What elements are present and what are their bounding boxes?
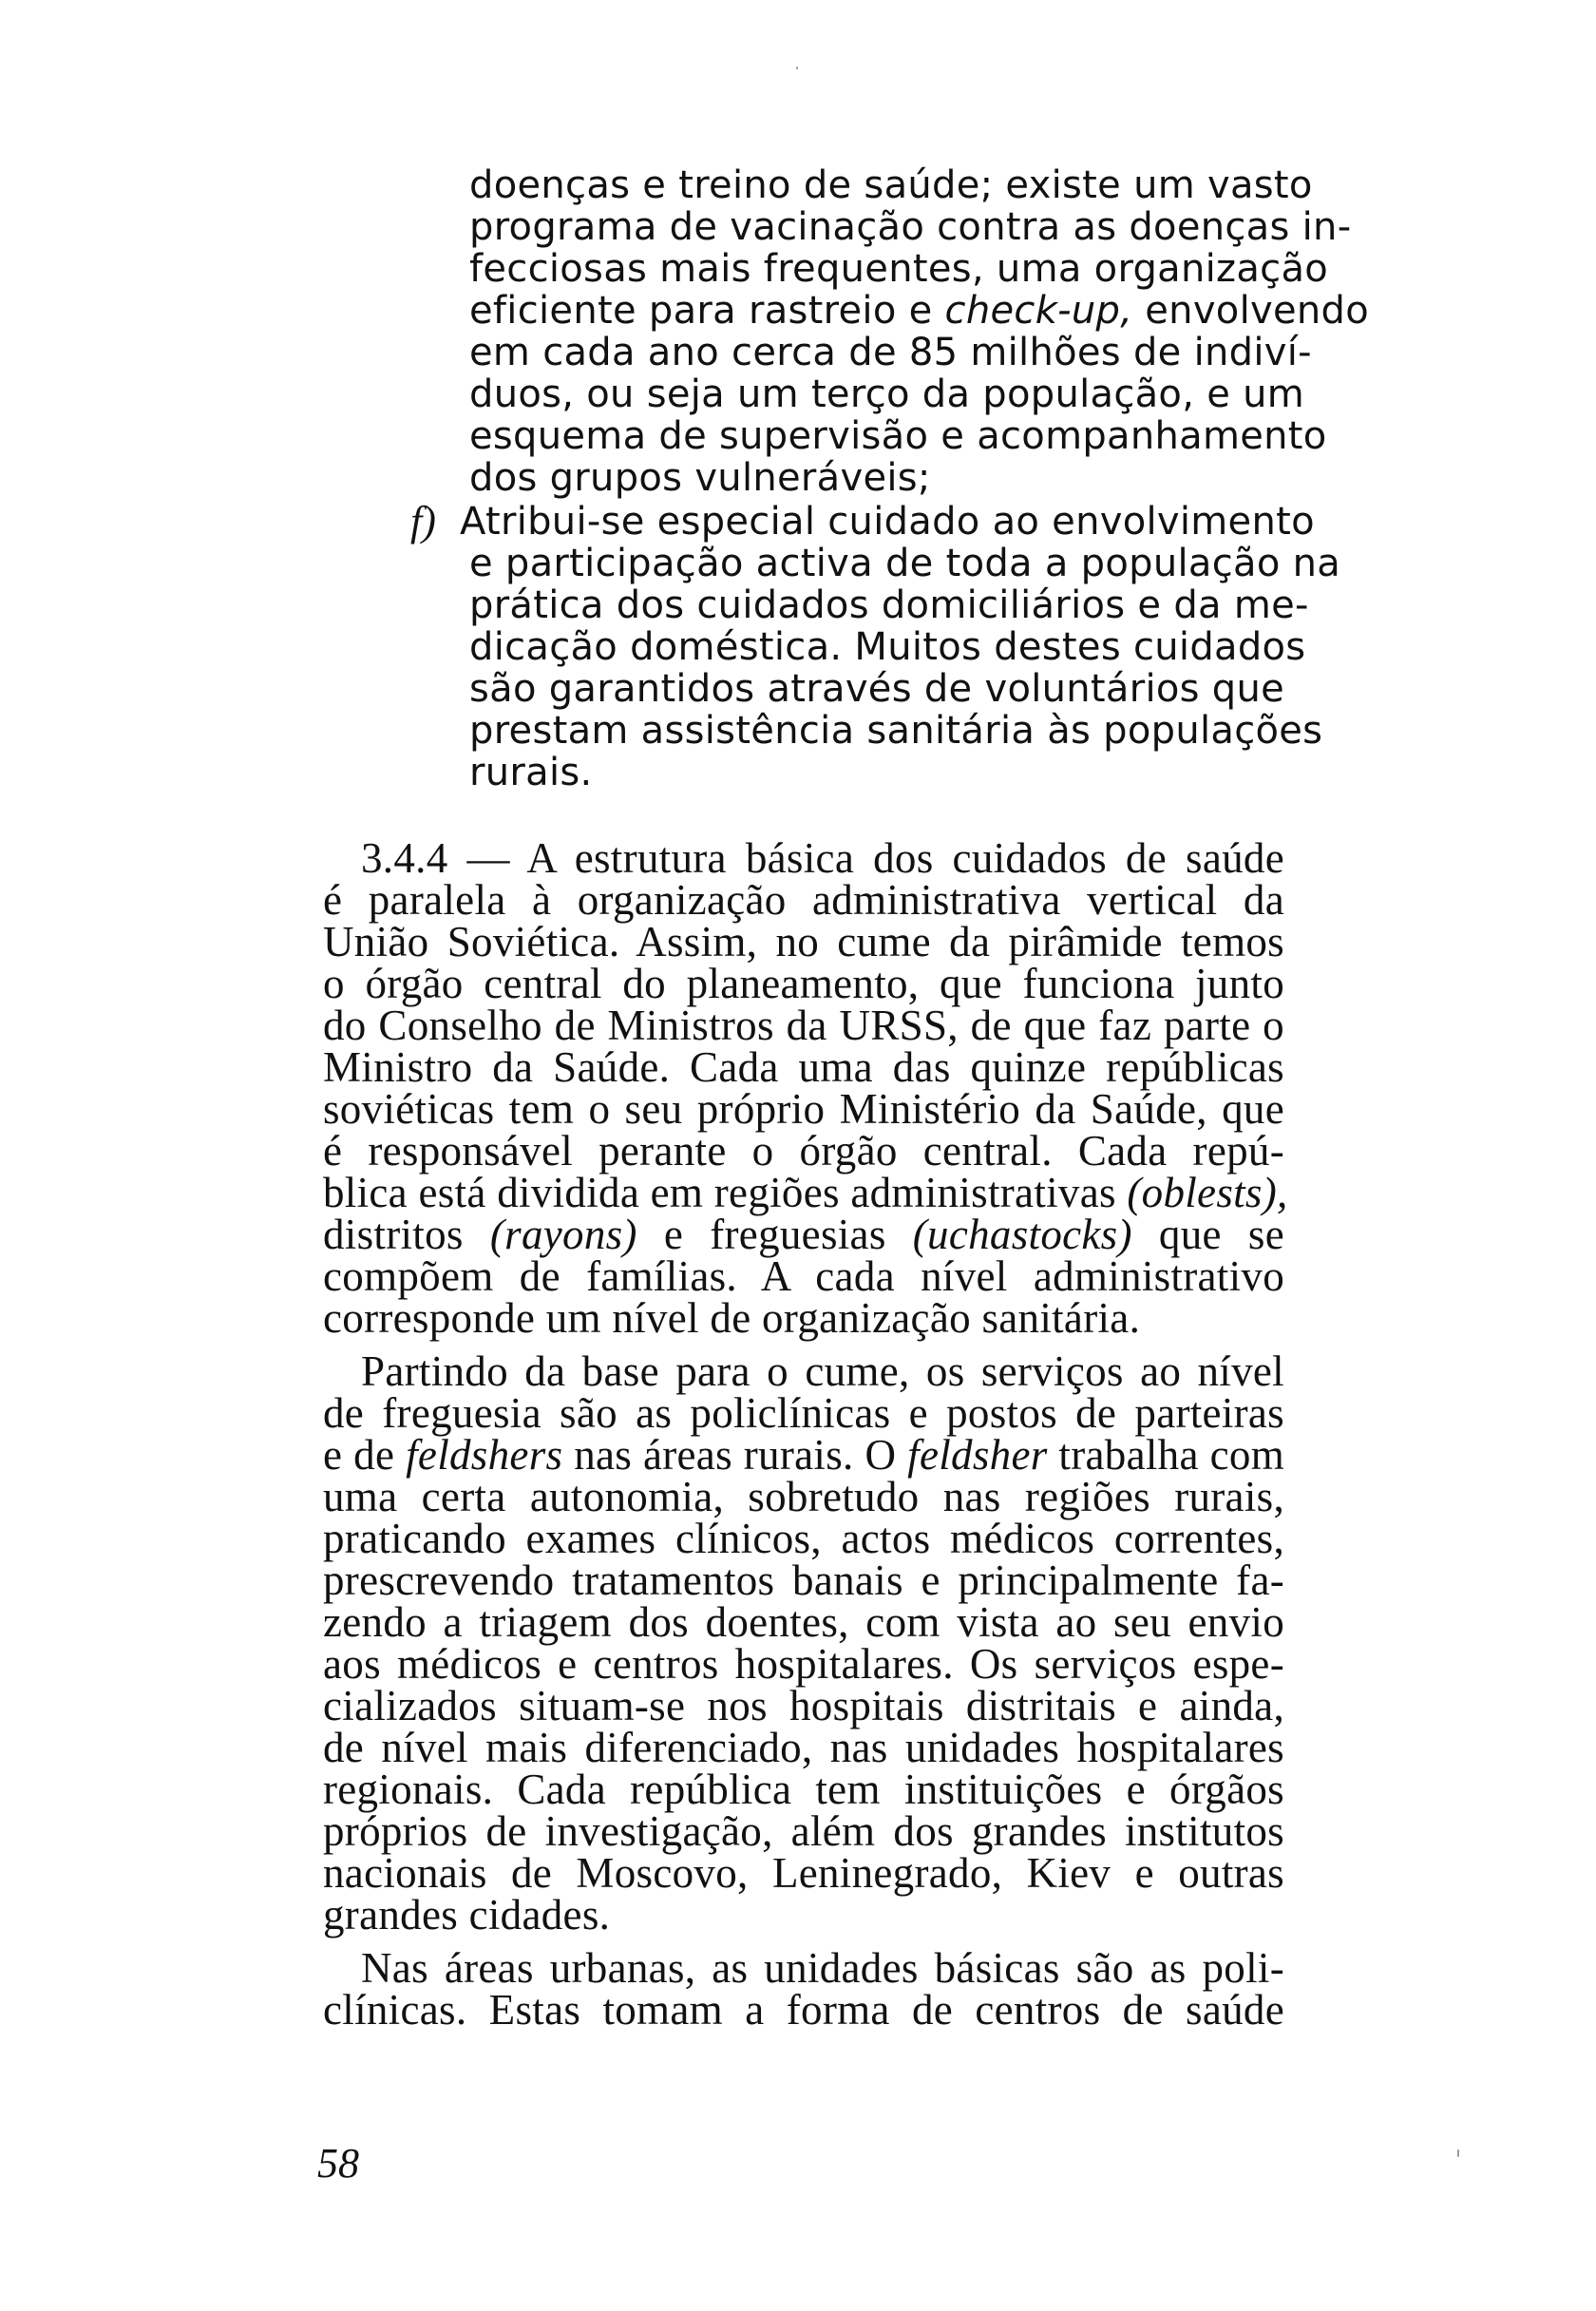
text-line: programa de vacinação contra as doenças in- [469,205,1352,249]
text-line: de freguesia são as policlínicas e postos de parteiras [323,1389,1284,1437]
text-line: próprios de investigação, além dos grandes institutos [323,1807,1284,1855]
scan-speck [796,67,798,69]
text-line: são garantidos através de voluntários que [469,667,1285,711]
text-line: é paralela à organização administrativa vertical da [323,876,1284,924]
italic-term: feldsher [907,1431,1048,1479]
text-line: soviéticas tem o seu próprio Ministério da Saúde, que [323,1085,1284,1133]
page-number: 58 [317,2140,359,2187]
text-line: regionais. Cada república tem instituições e órgãos [323,1766,1284,1813]
italic-term: check-up, [944,289,1133,333]
text-line [469,289,1369,333]
text-run: que se [1131,1211,1284,1258]
text-line: zendo a triagem dos doentes, com vista ao seu envio [323,1598,1284,1646]
text-line: Atribui-se especial cuidado ao envolvimento [460,500,1315,544]
italic-term: (uchastocks) [912,1211,1132,1258]
section-heading-line: 3.4.4 — A estrutura básica dos cuidados de saúde [361,834,1284,882]
list-marker: f) [410,498,436,544]
text-line: dos grupos vulneráveis; [469,456,931,500]
text-line: e participação activa de toda a população na [469,542,1341,585]
text-line: clínicas. Estas tomam a forma de centros de saúde [323,1986,1284,2034]
text-run: e de [323,1431,407,1479]
text-run: envolvendo [1132,289,1369,333]
text-line: praticando exames clínicos, actos médicos correntes, [323,1515,1284,1562]
text-line [323,1433,1284,1477]
text-run: nas áreas rurais. O [562,1431,908,1479]
text-line: o órgão central do planeamento, que funciona junto [323,960,1284,1007]
text-line: do Conselho de Ministros da URSS, de que faz parte o [323,1002,1284,1049]
text-line: uma certa autonomia, sobretudo nas regiões rurais, [323,1473,1284,1520]
text-line: rurais. [469,751,593,794]
text-line: prescrevendo tratamentos banais e principalmente fa- [323,1557,1284,1604]
text-line: dicação doméstica. Muitos destes cuidados [469,625,1306,669]
text-line: Nas áreas urbanas, as unidades básicas são as poli- [361,1944,1284,1992]
text-line [323,1213,1284,1256]
text-line: prática dos cuidados domiciliários e da me- [469,583,1309,627]
text-run: e freguesias [636,1211,913,1258]
scan-speck [1457,2149,1459,2157]
text-line: Partindo da base para o cume, os serviços ao nível [361,1347,1284,1395]
text-line: nacionais de Moscovo, Leninegrado, Kiev e outras [323,1849,1284,1897]
text-run: eficiente para rastreio e [469,289,945,333]
text-line: doenças e treino de saúde; existe um vasto [469,163,1313,207]
text-run: trabalha com [1047,1431,1284,1479]
text-line: duos, ou seja um terço da população, e um [469,372,1305,416]
text-line: corresponde um nível de organização sanitária. [323,1294,1141,1342]
text-line: cializados situam-se nos hospitais distritais e ainda, [323,1682,1284,1729]
text-line [323,1169,1288,1216]
text-line: grandes cidades. [323,1891,611,1939]
text-line: União Soviética. Assim, no cume da pirâmide temos [323,918,1284,965]
text-line: prestam assistência sanitária às populações [469,709,1323,753]
text-run: blica está dividida em regiões administrativas [323,1169,1128,1216]
text-line: fecciosas mais frequentes, uma organização [469,247,1329,291]
italic-term: (oblests), [1127,1169,1288,1216]
text-line: esquema de supervisão e acompanhamento [469,414,1327,458]
text-run: distritos [323,1211,490,1258]
italic-term: (rayons) [489,1211,637,1258]
text-line: é responsável perante o órgão central. Cada repú- [323,1127,1284,1175]
italic-term: feldshers [406,1431,563,1479]
text-line: compõem de famílias. A cada nível administrativo [323,1252,1284,1300]
text-line: em cada ano cerca de 85 milhões de indiví- [469,331,1312,374]
text-line: aos médicos e centros hospitalares. Os serviços espe- [323,1640,1284,1688]
text-line: Ministro da Saúde. Cada uma das quinze repúblicas [323,1043,1284,1091]
text-line: de nível mais diferenciado, nas unidades hospitalares [323,1724,1284,1771]
